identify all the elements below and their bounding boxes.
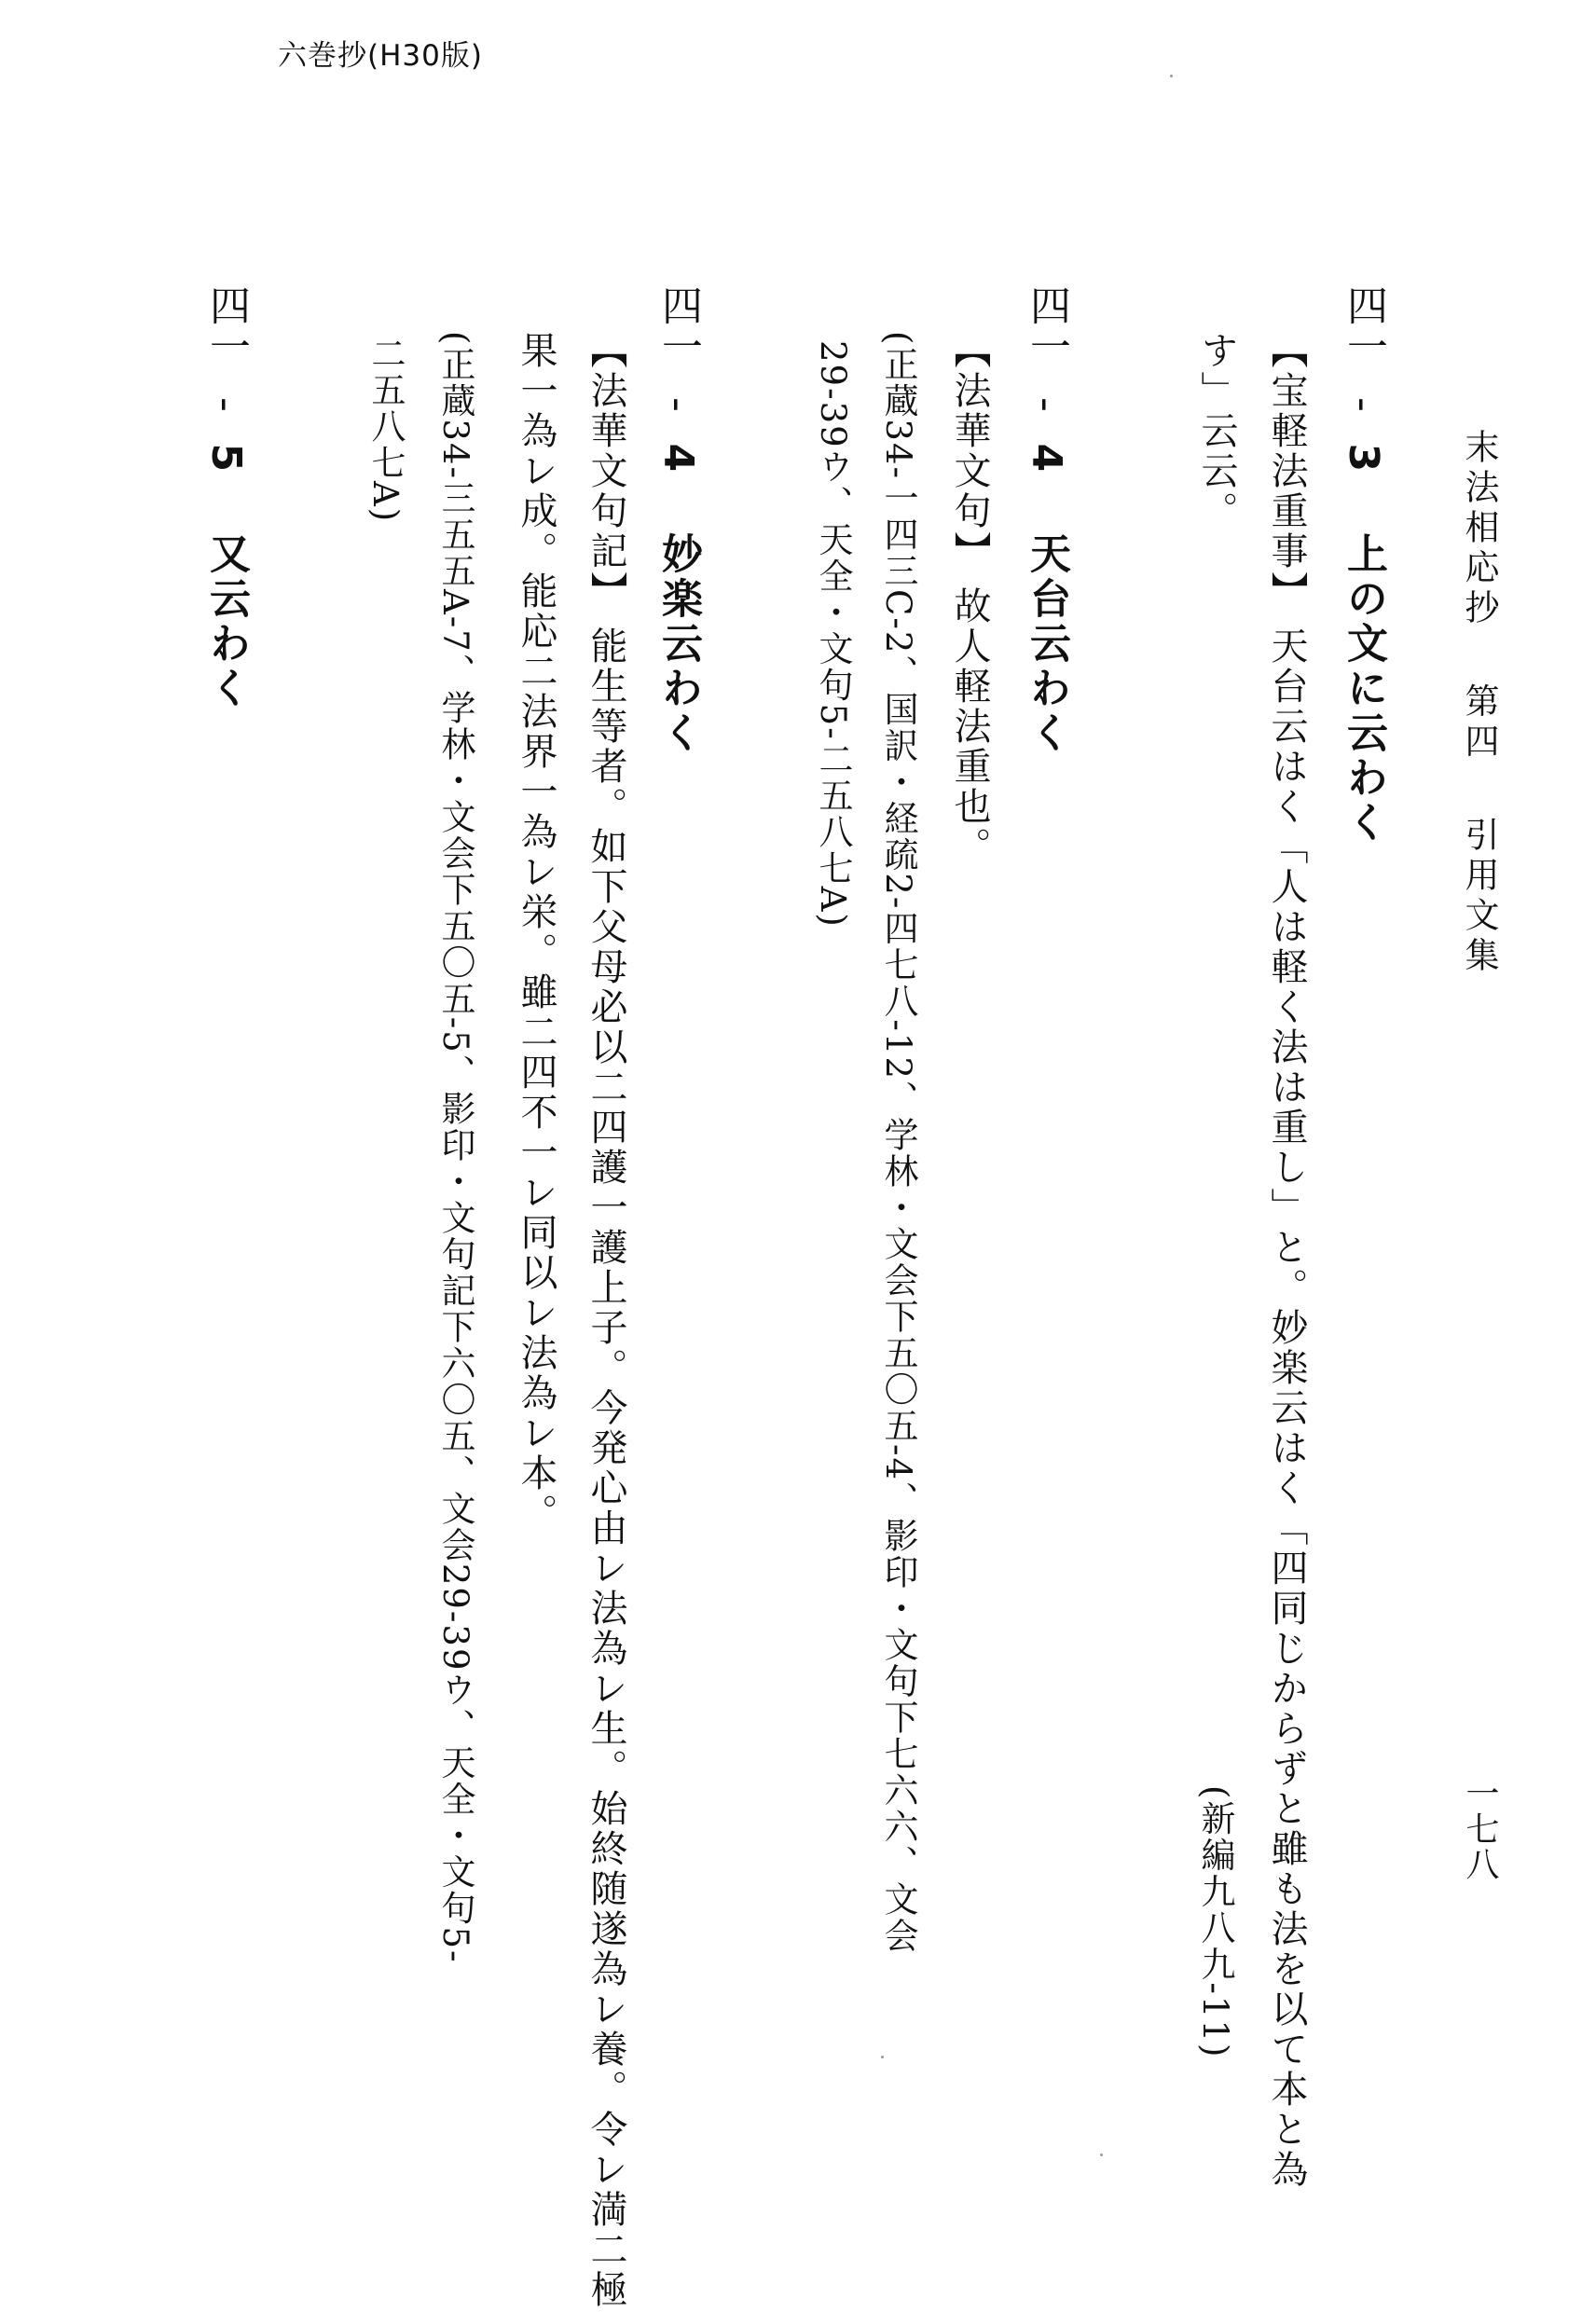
heading-mark: 四一: [1023, 284, 1070, 366]
text-line: [517, 331, 555, 1534]
scan-speck: [1170, 75, 1173, 77]
citation-reference: (正蔵34-一四三C-2、国訳・経疏2-四七八-12、学林・文会下五〇五-4、影印・文句下七六六、文会: [878, 331, 918, 1955]
citation-reference: 二五八七A): [365, 336, 406, 524]
scan-speck: [881, 2056, 884, 2058]
citation-reference: (正蔵34-三五五A-7、学林・文会下五〇五-5、影印・文句記下六〇五、文会29-39ウ、天全・文句5-: [435, 331, 475, 1964]
heading-title: 天台云わく: [1023, 531, 1070, 756]
book-edition-label: 六巻抄(H30版): [278, 39, 483, 73]
heading-mark: 四一: [202, 284, 250, 366]
section-heading-4b: 四一 - 4 妙楽云わく: [654, 284, 702, 756]
text-line: [948, 331, 991, 867]
citation-reference: 29-39ウ、天全・文句5-二五八七A): [813, 340, 853, 929]
citation-reference: (新編九八九-11): [1195, 1785, 1235, 2059]
heading-number: 4: [654, 443, 702, 476]
header-title: 末法相応抄: [1459, 429, 1499, 629]
scan-speck: [1100, 2154, 1103, 2156]
heading-title: 妙楽云わく: [654, 531, 702, 756]
text-line: [1265, 331, 1308, 2190]
quotation-text: 果一為レ成。能応二法界一為レ栄。雖二四不一レ同以レ法為レ本。: [515, 331, 557, 1534]
section-heading-5: 四一 - 5 又云わく: [202, 284, 250, 711]
heading-mark: 四一: [1340, 284, 1387, 366]
heading-number: 4: [1023, 443, 1070, 476]
heading-number: 3: [1340, 443, 1387, 476]
heading-title: 又云わく: [202, 531, 250, 711]
quotation-text: 天台云はく「人は軽く法は重し」と。妙楽云はく「四同じからずと雖も法を以て本と為: [1265, 626, 1308, 2190]
section-heading-4a: 四一 - 4 天台云わく: [1023, 284, 1070, 756]
quotation-text: 故人軽法重也。: [948, 585, 991, 867]
section-heading-3: 四一 - 3 上の文に云わく: [1340, 284, 1387, 846]
heading-number: 5: [202, 443, 250, 476]
text-line: [587, 331, 625, 2310]
heading-mark: 四一: [654, 284, 702, 366]
source-title: 【法華文句記】: [585, 331, 627, 612]
header-chapter: 第四: [1459, 682, 1499, 764]
quotation-text: 能生等者。如下父母必以二四護一護上子。今発心由レ法為レ生。始終随遂為レ養。令レ満二極: [585, 626, 627, 2310]
text-line: [1195, 331, 1238, 531]
page-number: 一七八: [1461, 1776, 1499, 1882]
source-title: 【法華文句】: [948, 331, 991, 571]
running-header: [1459, 429, 1499, 978]
quotation-text: す」云云。: [1195, 331, 1238, 531]
heading-title: 上の文に云わく: [1340, 531, 1387, 846]
source-title: 【宝軽法重事】: [1265, 331, 1308, 612]
header-section: 引用文集: [1459, 817, 1499, 978]
